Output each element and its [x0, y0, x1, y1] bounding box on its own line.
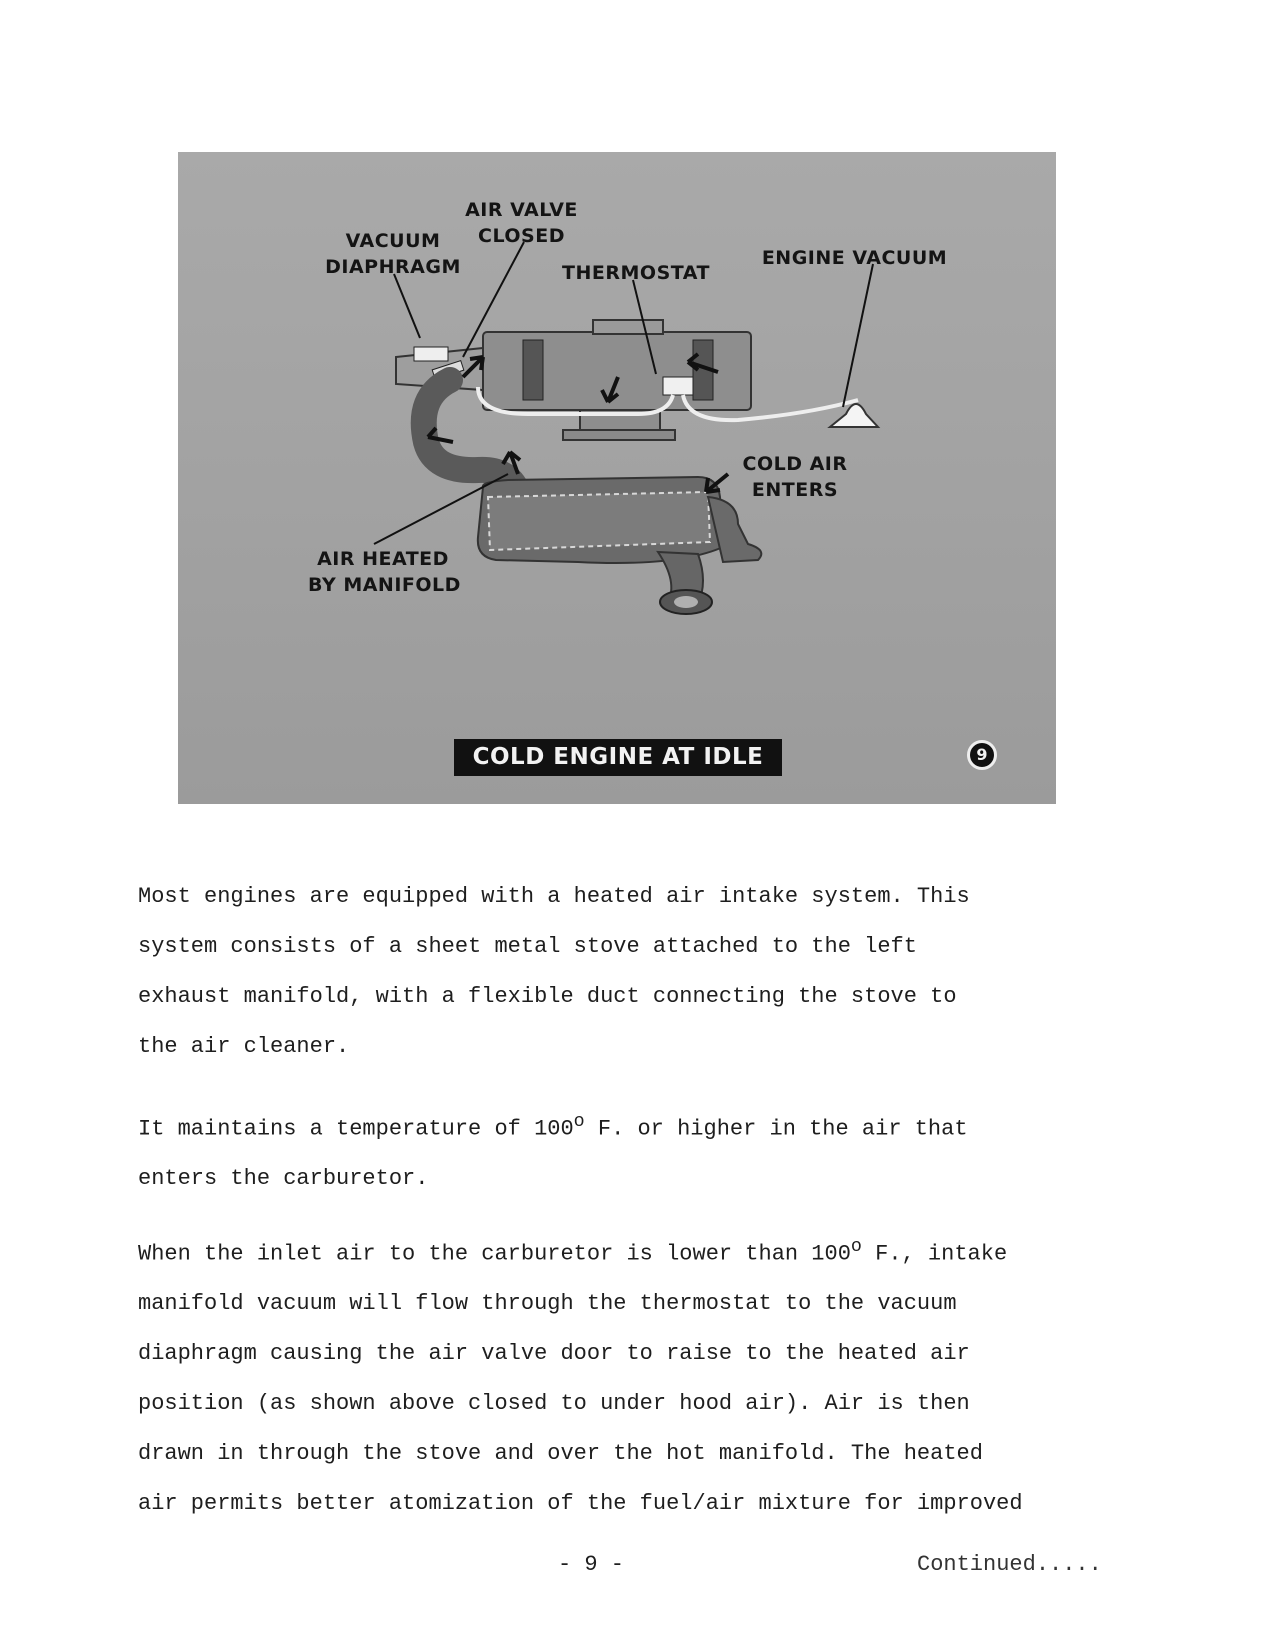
text-line: exhaust manifold, with a flexible duct connecting the stove to — [138, 984, 957, 1009]
text-line: air permits better atomization of the fuel/air mixture for improved — [138, 1491, 1023, 1517]
heated-air-intake-figure — [178, 152, 1056, 804]
page-number: - 9 - — [558, 1552, 625, 1577]
thermostat-label: THERMOSTAT — [562, 262, 710, 284]
air-valve-closed-label: AIR VALVE CLOSED — [465, 199, 578, 247]
text-line: diaphragm causing the air valve door to raise to the heated air — [138, 1341, 970, 1367]
text-line: enters the carburetor. — [138, 1166, 429, 1192]
air-heated-by-manifold-label: AIR HEATED BY MANIFOLD — [308, 548, 461, 596]
degree-symbol: o — [850, 1236, 862, 1257]
text-line: the air cleaner. — [138, 1034, 350, 1059]
text-line — [138, 1222, 1148, 1279]
paragraph-temperature — [138, 1097, 1148, 1204]
continued-note: Continued..... — [917, 1552, 1102, 1577]
vacuum-diaphragm-label: VACUUM DIAPHRAGM — [325, 230, 461, 278]
figure-caption: COLD ENGINE AT IDLE — [454, 739, 782, 776]
text-segment: F. or higher in the air that — [584, 1116, 968, 1142]
text-line: system consists of a sheet metal stove attached to the left — [138, 934, 917, 959]
text-segment: When the inlet air to the carburetor is lower than 100 — [138, 1241, 851, 1267]
paragraph-heated-air-intake — [138, 872, 1148, 1072]
engine-vacuum-label: ENGINE VACUUM — [761, 247, 948, 269]
degree-symbol: o — [573, 1111, 585, 1132]
text-line — [138, 1097, 1148, 1154]
text-line: Most engines are equipped with a heated air intake system. This — [138, 884, 970, 909]
text-segment: F., intake — [861, 1241, 1008, 1267]
text-line: drawn in through the stove and over the hot manifold. The heated — [138, 1441, 983, 1467]
figure-number-badge: 9 — [967, 740, 997, 770]
paragraph-inlet-air — [138, 1222, 1148, 1529]
text-line: position (as shown above closed to under hood air). Air is then — [138, 1391, 970, 1417]
text-segment: It maintains a temperature of 100 — [138, 1116, 574, 1142]
cold-air-enters-label: COLD AIR ENTERS — [742, 453, 848, 501]
text-line: manifold vacuum will flow through the thermostat to the vacuum — [138, 1291, 957, 1317]
